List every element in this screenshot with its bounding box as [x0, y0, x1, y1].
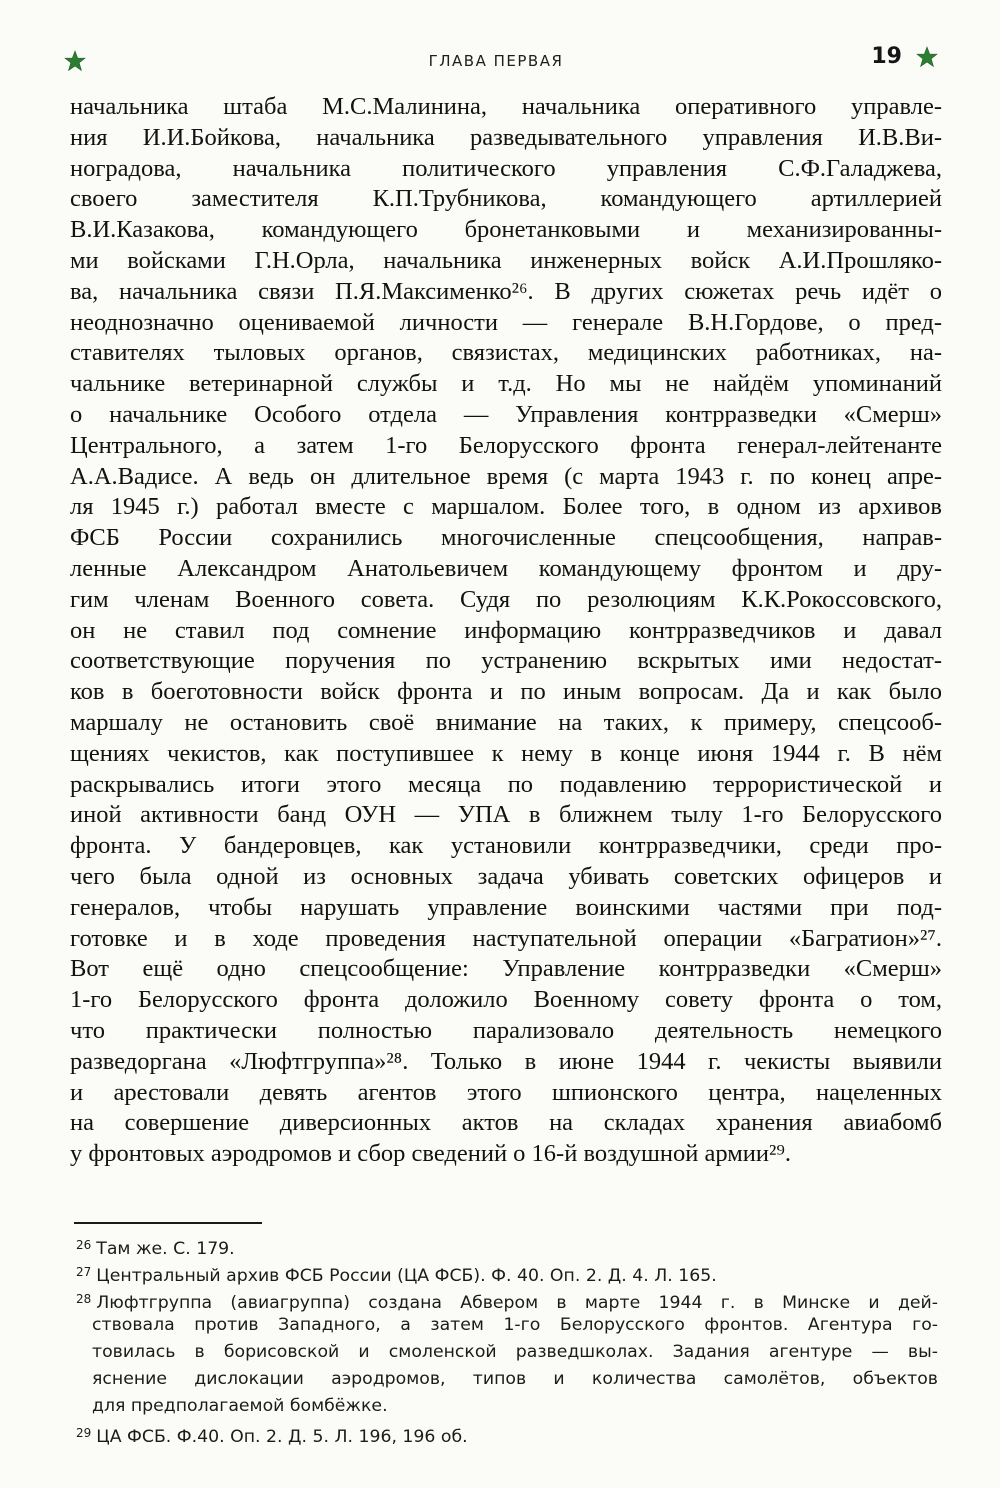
text-line: своего заместителя К.П.Трубникова, командующего артиллерией: [70, 185, 942, 213]
star-icon: [916, 46, 938, 68]
text-line: у фронтовых аэродромов и сбор сведений о 16-й воздушной армии²⁹.: [70, 1140, 792, 1168]
footnote-text: Люфтгруппа (авиагруппа) создана Абвером в марте 1944 г. в Минске и дей-: [96, 1292, 938, 1313]
footnote-text: Там же. С. 179.: [96, 1239, 235, 1259]
footnote-text: ЦА ФСБ. Ф.40. Оп. 2. Д. 5. Л. 196, 196 об.: [96, 1426, 468, 1447]
text-line: ноградова, начальника политического управления С.Ф.Галаджева,: [70, 154, 942, 182]
footnote-line: [76, 1286, 938, 1313]
footnote-number: 28: [76, 1291, 92, 1306]
footnote-number: 27: [76, 1264, 92, 1279]
footnote-text: Центральный архив ФСБ России (ЦА ФСБ). Ф. 40. Оп. 2. Д. 4. Л. 165.: [96, 1265, 717, 1286]
footnote-text: ствовала против Западного, а затем 1-го Белорусского фронтов. Агентура го-: [92, 1315, 938, 1336]
text-line: ля 1945 г.) работал вместе с маршалом. Более того, в одном из архивов: [70, 493, 942, 521]
footnotes: [76, 1232, 938, 1446]
text-line: о начальнике Особого отдела — Управления контрразведки «Смерш»: [70, 400, 942, 428]
text-line: В.И.Казакова, командующего бронетанковыми и механизированны-: [70, 216, 942, 244]
text-line: ва, начальника связи П.Я.Максименко²⁶. В других сюжетах речь идёт о: [70, 277, 942, 305]
text-line: готовке и в ходе проведения наступательной операции «Багратион»²⁷.: [70, 924, 942, 952]
text-line: он не ставил под сомнение информацию контрразведчиков и давал: [70, 616, 942, 644]
text-line: чего была одной из основных задача убивать советских офицеров и: [70, 862, 942, 890]
text-line: раскрывались итоги этого месяца по подавлению террористической и: [70, 770, 942, 798]
footnote-line: [76, 1339, 938, 1366]
text-line: ставителях тыловых органов, связистах, медицинских работниках, на-: [70, 339, 942, 367]
footnote-28: [76, 1286, 938, 1420]
text-line: неоднозначно оцениваемой личности — генерале В.Н.Гордове, о пред-: [70, 308, 942, 336]
text-line: ми войсками Г.Н.Орла, начальника инженерных войск А.И.Прошляко-: [70, 246, 942, 274]
text-line: Центрального, а затем 1-го Белорусского фронта генерал-лейтенанте: [70, 431, 942, 459]
text-line: на совершение диверсионных актов на складах хранения авиабомб: [70, 1109, 942, 1137]
text-line: генералов, чтобы нарушать управление воинскими частями при под-: [70, 893, 942, 921]
footnote-line: [76, 1312, 938, 1339]
footnote-29: [76, 1420, 938, 1447]
text-line: соответствующие поручения по устранению вскрытых ими недостат-: [70, 647, 942, 675]
footnote-number: 26: [76, 1238, 92, 1252]
text-line: щениях чекистов, как поступившее к нему в конце июня 1944 г. В нём: [70, 739, 942, 767]
text-line: Вот ещё одно спецсообщение: Управление контрразведки «Смерш»: [70, 955, 942, 983]
footnote-text: яснение дислокации аэродромов, типов и количества самолётов, объектов: [92, 1368, 938, 1389]
footnote-27: [76, 1259, 938, 1286]
text-line: ФСБ России сохранились многочисленные спецсообщения, направ-: [70, 524, 942, 552]
page-header: [56, 40, 936, 80]
footnote-line: [76, 1393, 938, 1420]
text-line: начальника штаба М.С.Малинина, начальника оперативного управле-: [70, 93, 942, 120]
text-line: гим членам Военного совета. Судя по резолюциям К.К.Рокоссовского,: [70, 585, 942, 613]
footnote-line: [76, 1420, 938, 1447]
text-line: разведоргана «Люфтгруппа»²⁸. Только в июне 1944 г. чекисты выявили: [70, 1047, 942, 1075]
chapter-title: ГЛАВА ПЕРВАЯ: [428, 52, 564, 70]
text-line: чальнике ветеринарной службы и т.д. Но мы не найдём упоминаний: [70, 370, 942, 398]
footnote-divider: [74, 1222, 262, 1224]
text-line: ния И.И.Бойкова, начальника разведывательного управления И.В.Ви-: [70, 123, 942, 151]
footnote-line: [76, 1366, 938, 1393]
footnote-26: [76, 1232, 938, 1259]
text-line: и арестовали девять агентов этого шпионского центра, нацеленных: [70, 1078, 942, 1106]
footnote-number: 29: [76, 1425, 92, 1440]
text-line: что практически полностью парализовало деятельность немецкого: [70, 1016, 942, 1044]
footnote-text: для предполагаемой бомбёжке.: [92, 1395, 388, 1416]
footnote-line: [76, 1232, 938, 1259]
main-text: [70, 92, 942, 1170]
footnote-line: [76, 1259, 938, 1286]
text-line: 1-го Белорусского фронта доложило Военному совету фронта о том,: [70, 986, 942, 1014]
text-line: маршалу не остановить своё внимание на таких, к примеру, спецсооб-: [70, 708, 942, 736]
text-line: ков в боеготовности войск фронта и по иным вопросам. Да и как было: [70, 678, 942, 706]
text-line: А.А.Вадисе. А ведь он длительное время (с марта 1943 г. по конец апре-: [70, 462, 942, 490]
text-line: иной активности банд ОУН — УПА в ближнем тылу 1-го Белорусского: [70, 801, 942, 829]
text-line: ленные Александром Анатольевичем командующему фронтом и дру-: [70, 554, 942, 582]
text-line: фронта. У бандеровцев, как установили контрразведчики, среди про-: [70, 832, 942, 860]
footnote-text: товилась в борисовской и смоленской разведшколах. Задания агентуре — вы-: [92, 1342, 938, 1363]
page-number: 19: [871, 44, 902, 69]
